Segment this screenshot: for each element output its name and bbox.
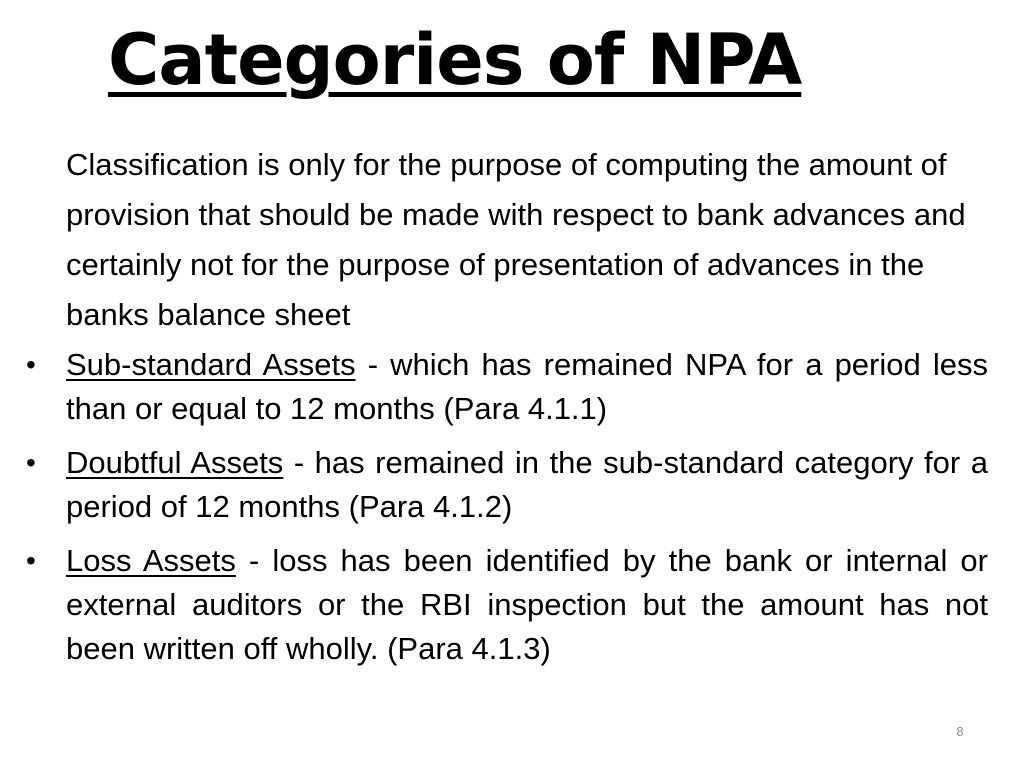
bullet-list	[26, 343, 988, 681]
bullet-item-loss	[26, 539, 988, 671]
bullet-term: Sub-standard Assets	[66, 347, 356, 382]
bullet-dot-icon: •	[26, 447, 36, 478]
bullet-description: - has remained in the sub-standard category for a period of 12 months (Para 4.1.2)	[66, 445, 988, 524]
bullet-description: - loss has been identified by the bank or internal or external auditors or the RBI inspection but the amount has not been written off wholly. (Para 4.1.3)	[66, 543, 988, 666]
bullet-term: Loss Assets	[66, 543, 236, 578]
bullet-item-doubtful	[26, 441, 988, 529]
page-number: 8	[956, 724, 964, 739]
bullet-description: - which has remained NPA for a period less than or equal to 12 months (Para 4.1.1)	[66, 347, 988, 426]
bullet-dot-icon: •	[26, 349, 36, 380]
bullet-item-substandard	[26, 343, 988, 431]
intro-paragraph: Classification is only for the purpose of computing the amount of provision that should be made with respect to bank advances and certainly not for the purpose of presentation of advances in the banks balance sheet	[66, 147, 966, 332]
bullet-dot-icon: •	[26, 545, 36, 576]
slide-title: Categories of NPA	[108, 19, 802, 101]
bullet-term: Doubtful Assets	[66, 445, 284, 480]
